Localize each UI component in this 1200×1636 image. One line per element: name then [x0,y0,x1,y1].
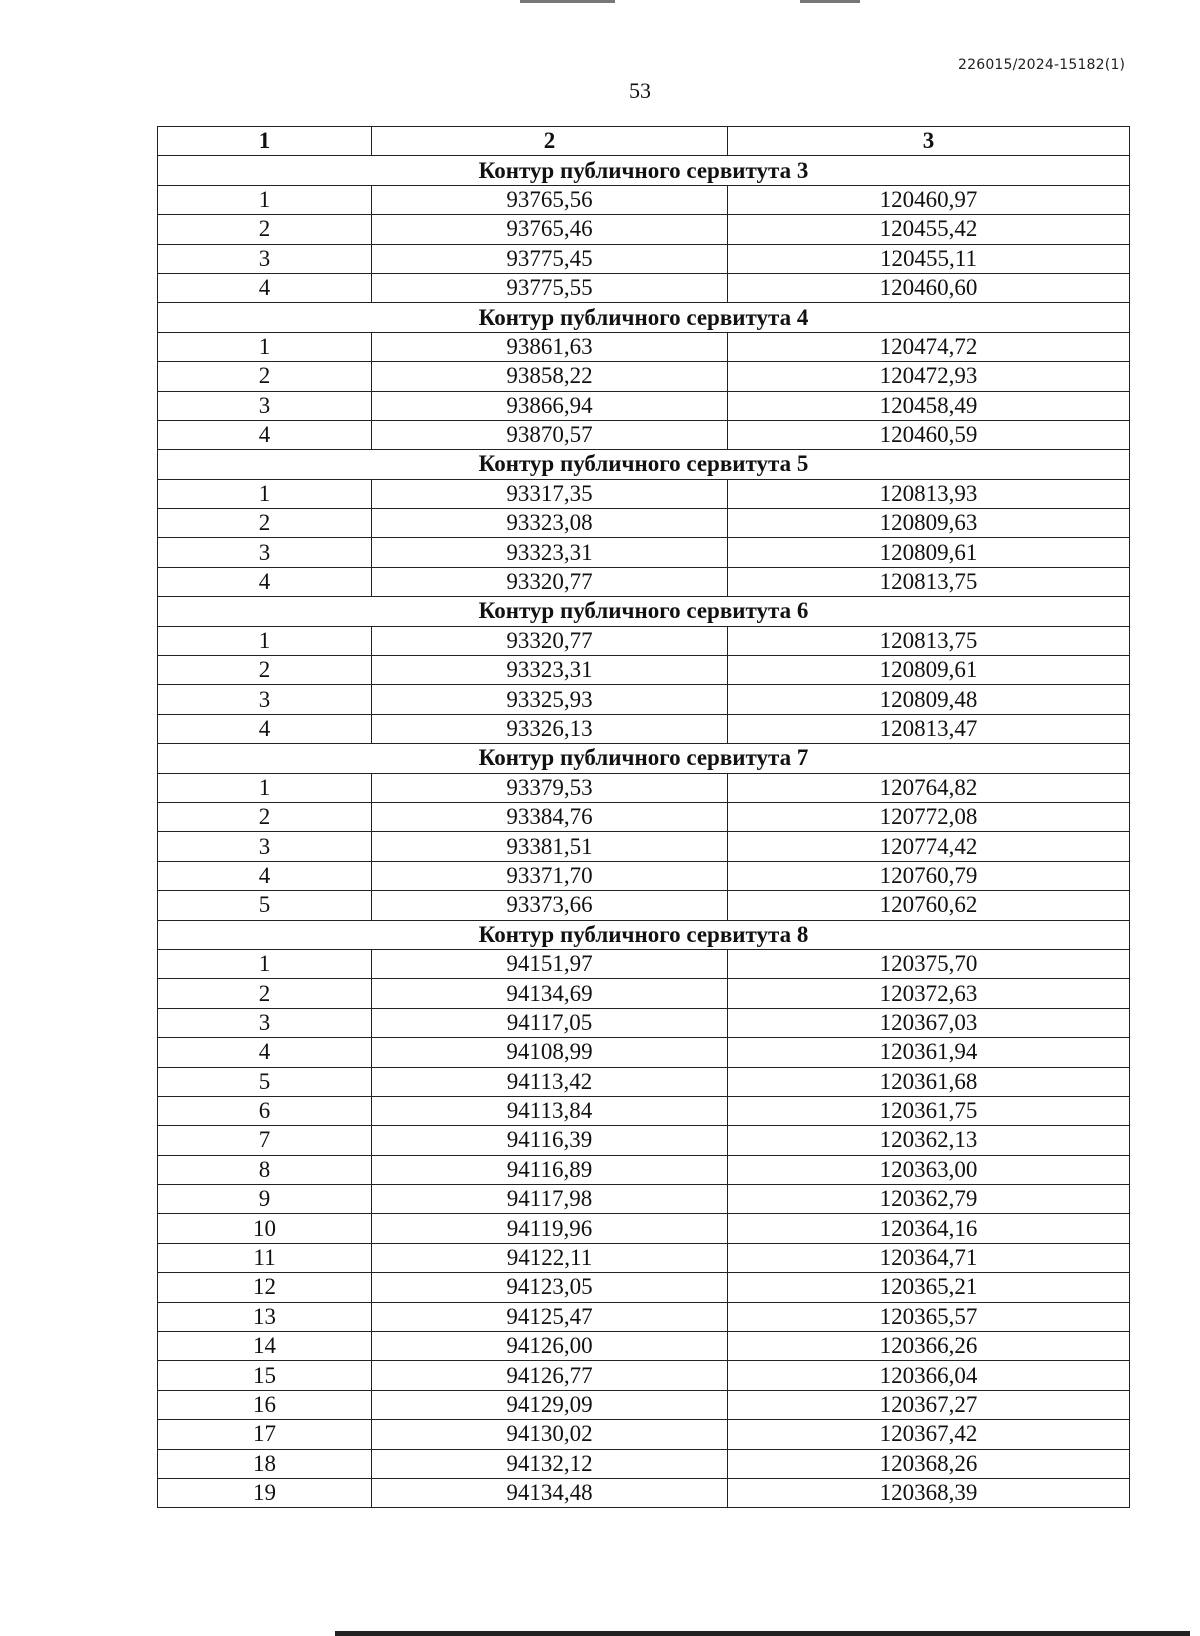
table-row [158,1126,1130,1155]
y-coordinate-cell: 120367,42 [728,1420,1130,1449]
table-row [158,185,1130,214]
page-number: 53 [629,78,651,103]
point-number-cell: 19 [158,1478,372,1507]
point-number-cell: 3 [158,244,372,273]
x-coordinate-cell: 94125,47 [372,1302,728,1331]
y-coordinate-cell: 120460,60 [728,273,1130,302]
y-coordinate-cell: 120809,61 [728,538,1130,567]
y-coordinate-cell: 120368,39 [728,1478,1130,1507]
y-coordinate-cell: 120365,21 [728,1273,1130,1302]
y-coordinate-cell: 120363,00 [728,1155,1130,1184]
point-number-cell: 15 [158,1361,372,1390]
document-id: 226015/2024-15182(1) [958,57,1126,73]
x-coordinate-cell: 93775,45 [372,244,728,273]
x-coordinate-cell: 93858,22 [372,362,728,391]
column-header-2: 2 [372,127,728,156]
y-coordinate-cell: 120813,93 [728,479,1130,508]
point-number-cell: 10 [158,1214,372,1243]
x-coordinate-cell: 94132,12 [372,1449,728,1478]
y-coordinate-cell: 120472,93 [728,362,1130,391]
point-number-cell: 3 [158,1008,372,1037]
point-number-cell: 5 [158,1067,372,1096]
table-row [158,1273,1130,1302]
x-coordinate-cell: 94113,84 [372,1096,728,1125]
x-coordinate-cell: 93373,66 [372,891,728,920]
x-coordinate-cell: 93765,56 [372,185,728,214]
section-title: Контур публичного сервитута 3 [158,156,1130,185]
point-number-cell: 4 [158,1038,372,1067]
table-row [158,509,1130,538]
y-coordinate-cell: 120774,42 [728,832,1130,861]
section-title: Контур публичного сервитута 5 [158,450,1130,479]
column-header-3: 3 [728,127,1130,156]
table-row [158,362,1130,391]
y-coordinate-cell: 120809,61 [728,656,1130,685]
y-coordinate-cell: 120455,42 [728,215,1130,244]
table-row [158,215,1130,244]
point-number-cell: 13 [158,1302,372,1331]
table-row [158,1449,1130,1478]
point-number-cell: 1 [158,626,372,655]
x-coordinate-cell: 93325,93 [372,685,728,714]
scan-artifact-top-right [800,0,860,3]
y-coordinate-cell: 120366,26 [728,1332,1130,1361]
section-row [158,744,1130,773]
point-number-cell: 3 [158,832,372,861]
table-row [158,1420,1130,1449]
y-coordinate-cell: 120367,03 [728,1008,1130,1037]
y-coordinate-cell: 120375,70 [728,949,1130,978]
header-row [158,127,1130,156]
x-coordinate-cell: 94126,77 [372,1361,728,1390]
table-row [158,832,1130,861]
scan-artifact-top-left [520,0,615,3]
point-number-cell: 3 [158,391,372,420]
x-coordinate-cell: 94151,97 [372,949,728,978]
x-coordinate-cell: 93866,94 [372,391,728,420]
table-row [158,1185,1130,1214]
x-coordinate-cell: 93765,46 [372,215,728,244]
table-row [158,1361,1130,1390]
x-coordinate-cell: 93323,08 [372,509,728,538]
y-coordinate-cell: 120760,62 [728,891,1130,920]
point-number-cell: 4 [158,861,372,890]
point-number-cell: 4 [158,273,372,302]
point-number-cell: 2 [158,215,372,244]
point-number-cell: 18 [158,1449,372,1478]
point-number-cell: 2 [158,509,372,538]
x-coordinate-cell: 93775,55 [372,273,728,302]
point-number-cell: 14 [158,1332,372,1361]
section-title: Контур публичного сервитута 7 [158,744,1130,773]
section-title: Контур публичного сервитута 6 [158,597,1130,626]
y-coordinate-cell: 120760,79 [728,861,1130,890]
x-coordinate-cell: 94113,42 [372,1067,728,1096]
point-number-cell: 2 [158,362,372,391]
point-number-cell: 12 [158,1273,372,1302]
x-coordinate-cell: 93870,57 [372,420,728,449]
x-coordinate-cell: 94134,48 [372,1478,728,1507]
table-row [158,1243,1130,1272]
table-row [158,538,1130,567]
point-number-cell: 11 [158,1243,372,1272]
table-row [158,1478,1130,1507]
table-row [158,626,1130,655]
x-coordinate-cell: 94123,05 [372,1273,728,1302]
y-coordinate-cell: 120474,72 [728,332,1130,361]
x-coordinate-cell: 93384,76 [372,802,728,831]
table-row [158,891,1130,920]
table-row [158,1096,1130,1125]
point-number-cell: 1 [158,773,372,802]
table-row [158,391,1130,420]
table-row [158,1332,1130,1361]
table-row [158,332,1130,361]
table-row [158,949,1130,978]
point-number-cell: 3 [158,538,372,567]
table-row [158,1214,1130,1243]
y-coordinate-cell: 120367,27 [728,1390,1130,1419]
x-coordinate-cell: 93379,53 [372,773,728,802]
x-coordinate-cell: 94119,96 [372,1214,728,1243]
y-coordinate-cell: 120813,47 [728,714,1130,743]
y-coordinate-cell: 120460,59 [728,420,1130,449]
point-number-cell: 9 [158,1185,372,1214]
table-row [158,1038,1130,1067]
y-coordinate-cell: 120361,94 [728,1038,1130,1067]
point-number-cell: 3 [158,685,372,714]
y-coordinate-cell: 120809,48 [728,685,1130,714]
x-coordinate-cell: 93317,35 [372,479,728,508]
table-row [158,1390,1130,1419]
point-number-cell: 2 [158,802,372,831]
point-number-cell: 1 [158,185,372,214]
y-coordinate-cell: 120361,68 [728,1067,1130,1096]
x-coordinate-cell: 93323,31 [372,656,728,685]
coordinates-table [157,126,1130,1508]
table-row [158,567,1130,596]
x-coordinate-cell: 93320,77 [372,567,728,596]
section-row [158,303,1130,332]
y-coordinate-cell: 120460,97 [728,185,1130,214]
point-number-cell: 7 [158,1126,372,1155]
table-row [158,479,1130,508]
section-title: Контур публичного сервитута 4 [158,303,1130,332]
y-coordinate-cell: 120364,16 [728,1214,1130,1243]
table-row [158,685,1130,714]
table-row [158,1008,1130,1037]
y-coordinate-cell: 120764,82 [728,773,1130,802]
x-coordinate-cell: 94108,99 [372,1038,728,1067]
point-number-cell: 4 [158,714,372,743]
table-row [158,273,1130,302]
table-row [158,861,1130,890]
x-coordinate-cell: 94130,02 [372,1420,728,1449]
x-coordinate-cell: 93381,51 [372,832,728,861]
table-row [158,420,1130,449]
y-coordinate-cell: 120372,63 [728,979,1130,1008]
section-title: Контур публичного сервитута 8 [158,920,1130,949]
table-row [158,714,1130,743]
y-coordinate-cell: 120813,75 [728,626,1130,655]
point-number-cell: 5 [158,891,372,920]
y-coordinate-cell: 120809,63 [728,509,1130,538]
y-coordinate-cell: 120362,79 [728,1185,1130,1214]
x-coordinate-cell: 94116,39 [372,1126,728,1155]
y-coordinate-cell: 120458,49 [728,391,1130,420]
x-coordinate-cell: 93326,13 [372,714,728,743]
table-row [158,1302,1130,1331]
table-row [158,656,1130,685]
table-body [158,156,1130,1508]
y-coordinate-cell: 120364,71 [728,1243,1130,1272]
x-coordinate-cell: 94117,05 [372,1008,728,1037]
point-number-cell: 1 [158,479,372,508]
x-coordinate-cell: 93861,63 [372,332,728,361]
section-row [158,156,1130,185]
table-row [158,773,1130,802]
point-number-cell: 1 [158,949,372,978]
x-coordinate-cell: 94116,89 [372,1155,728,1184]
table-row [158,802,1130,831]
table-row [158,979,1130,1008]
x-coordinate-cell: 93371,70 [372,861,728,890]
point-number-cell: 8 [158,1155,372,1184]
table-row [158,1155,1130,1184]
y-coordinate-cell: 120368,26 [728,1449,1130,1478]
section-row [158,920,1130,949]
y-coordinate-cell: 120455,11 [728,244,1130,273]
y-coordinate-cell: 120362,13 [728,1126,1130,1155]
x-coordinate-cell: 94122,11 [372,1243,728,1272]
y-coordinate-cell: 120366,04 [728,1361,1130,1390]
point-number-cell: 4 [158,567,372,596]
x-coordinate-cell: 94117,98 [372,1185,728,1214]
point-number-cell: 2 [158,656,372,685]
x-coordinate-cell: 94126,00 [372,1332,728,1361]
x-coordinate-cell: 93323,31 [372,538,728,567]
y-coordinate-cell: 120365,57 [728,1302,1130,1331]
point-number-cell: 1 [158,332,372,361]
section-row [158,597,1130,626]
x-coordinate-cell: 93320,77 [372,626,728,655]
x-coordinate-cell: 94134,69 [372,979,728,1008]
point-number-cell: 6 [158,1096,372,1125]
column-header-1: 1 [158,127,372,156]
point-number-cell: 17 [158,1420,372,1449]
table-row [158,1067,1130,1096]
y-coordinate-cell: 120813,75 [728,567,1130,596]
point-number-cell: 16 [158,1390,372,1419]
y-coordinate-cell: 120772,08 [728,802,1130,831]
scan-artifact-bottom [335,1631,1190,1636]
point-number-cell: 2 [158,979,372,1008]
y-coordinate-cell: 120361,75 [728,1096,1130,1125]
x-coordinate-cell: 94129,09 [372,1390,728,1419]
section-row [158,450,1130,479]
point-number-cell: 4 [158,420,372,449]
table-row [158,244,1130,273]
